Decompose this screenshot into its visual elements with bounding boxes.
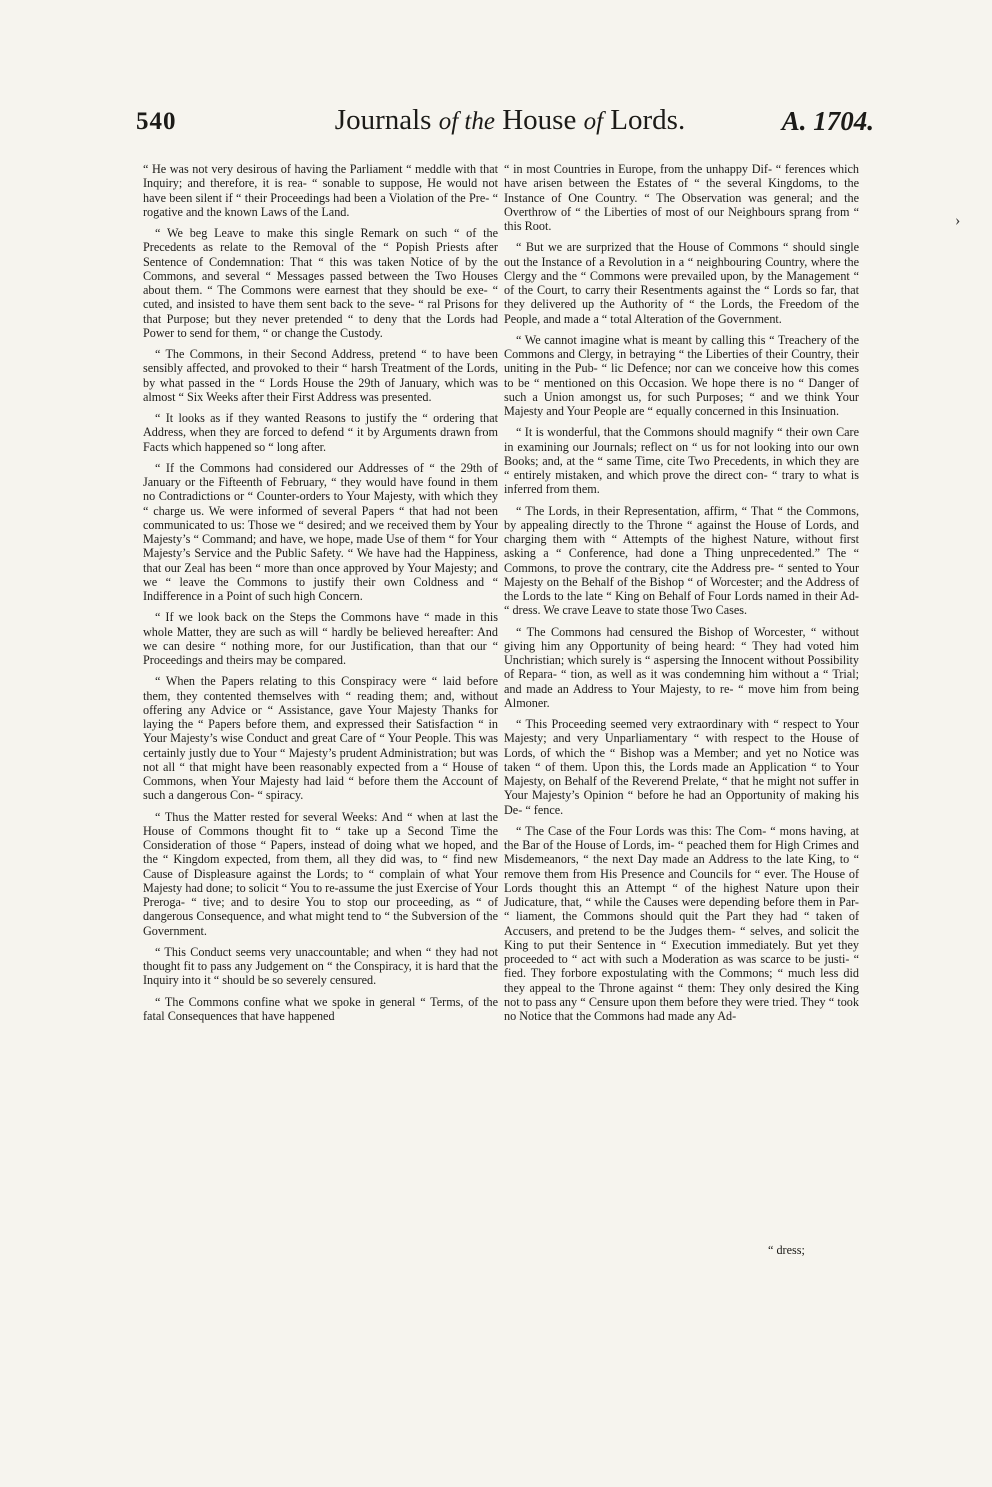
left-paragraph-2: “ We beg Leave to make this single Remark on such “ of the Precedents as relate to the Removal of the “ Popish Priests after Sentence of Condemnation: That “ this was taken Notice of by the Commons, and several “ Messages passed between the Two Houses about them. “ The Commons were earnest that they should be exe- “ cuted, and insisted to have them sent back to the seve- “ ral Prisons for that Purpose; but they never pretended “ to deny that the Lords had Power to send for them, “ or change the Custody. bbox=[143, 226, 498, 340]
title-house: House bbox=[502, 104, 577, 136]
page-number: 540 bbox=[136, 108, 177, 135]
right-paragraph-6: “ The Commons had censured the Bishop of Worcester, “ without giving him any Opportunity of being heard: “ They had voted him Unchristian; which surely is “ aspersing the Innocent without Possibility of Repara- “ tion, as well as it was condemning him without a “ Trial; and made an Address to Your Majesty, to re- “ move him from being Almoner. bbox=[504, 624, 859, 710]
title-journals: Journals bbox=[334, 104, 432, 136]
right-paragraph-4: “ It is wonderful, that the Commons should magnify “ their own Care in examining our Journals; reflect on “ us for not looking into our own Books; and, at the “ same Time, cite Two Precedents, in which they are “ entirely mistaken, and which prove the direct con- “ trary to what is inferred from them. bbox=[504, 425, 859, 497]
page-header bbox=[0, 100, 992, 150]
right-column bbox=[504, 162, 859, 1030]
catchword: “ dress; bbox=[768, 1243, 805, 1257]
right-paragraph-2: “ But we are surprized that the House of Commons “ should single out the Instance of a Revolution in a “ neighbouring Country, where the Clergy and the “ Commons were prevailed upon, by the Management “ of the Court, to carry their Resentments against the “ Lords so far, that they delivered up the Authority of “ the Lords, the Freedom of the People, and made a “ total Alteration of the Government. bbox=[504, 240, 859, 326]
right-paragraph-5: “ The Lords, in their Representation, affirm, “ That “ the Commons, by appealing directly to the Throne “ against the House of Lords, and charging them with “ Attempts of the highest Nature, without first asking a “ Conference, had done a Thing unprecedented.” The “ Commons, to prove the contrary, cite the Address pre- “ sented to Your Majesty on the Behalf of the Bishop “ of Worcester; and the Address of the Lords to the late “ King on Behalf of Four Lords named in their Ad- “ dress. We crave Leave to state those Two Cases. bbox=[504, 503, 859, 618]
title-of-the: of the bbox=[438, 108, 495, 135]
right-paragraph-1: “ in most Countries in Europe, from the unhappy Dif- “ ferences which have arisen between the Estates of “ the several Kingdoms, to the Instance of One Country. “ The Observation was general; and the Overthrow of “ the Liberties of most of our Neighbours sprang from “ this Root. bbox=[504, 162, 859, 233]
right-paragraph-8: “ The Case of the Four Lords was this: The Com- “ mons having, at the Bar of the House of Lords, im- “ peached them for High Crimes and Misdemeanors, “ the next Day made an Address to the late King, to “ remove them from His Presence and Councils for “ ever. The House of Lords thought this an Attempt “ of the highest Nature upon their Judicature, that, “ while the Causes were depending before them in Par- “ liament, the Commons should quit the Part they had “ taken of Accusers, and pretend to be the Judges them- “ selves, and solicit the King to put their Sentence in “ Execution immediately. But yet they proceeded to “ act with such a Moderation as was scarce to be justi- “ fied. They forbore expostulating with the Commons; “ much less did they appeal to the Throne against “ them: They only desired the King not to pass any “ Censure upon them before they were tried. They “ took no Notice that the Commons had made any Ad- bbox=[504, 823, 859, 1023]
title-of: of bbox=[583, 108, 604, 135]
running-title bbox=[330, 104, 690, 137]
left-paragraph-8: “ Thus the Matter rested for several Weeks: And “ when at last the House of Commons thought fit to “ take up a Second Time the Consideration of those “ Papers, instead of doing what we hoped, and the “ Kingdom expected, from them, all they did was, to “ find new Cause of Displeasure against the Lords; to “ complain of what Your Majesty had done; to solicit “ You to re-assume the just Exercise of Your Preroga- “ tive; and to desire You to stop our proceeding, as “ of dangerous Consequence, and what might tend to “ the Subversion of the Government. bbox=[143, 809, 498, 938]
left-paragraph-1: “ He was not very desirous of having the Parliament “ meddle with that Inquiry; and therefore, it is rea- “ sonable to suppose, He would not have been silent if “ their Proceedings had been a Violation of the Pre- “ rogative and the known Laws of the Land. bbox=[143, 162, 498, 219]
left-column bbox=[143, 162, 498, 1030]
left-paragraph-10: “ The Commons confine what we spoke in general “ Terms, of the fatal Consequences that have happened bbox=[143, 994, 498, 1023]
left-paragraph-3: “ The Commons, in their Second Address, pretend “ to have been sensibly affected, and provoked to their “ harsh Treatment of the Lords, by what passed in the “ Lords House the 29th of January, which was almost “ Six Weeks after their First Address was presented. bbox=[143, 347, 498, 404]
left-paragraph-9: “ This Conduct seems very unaccountable; and when “ they had not thought fit to pass any Judgement on “ the Conspiracy, it is hard that the Inquiry into it “ should be so severely censured. bbox=[143, 944, 498, 988]
title-lords: Lords. bbox=[610, 104, 686, 136]
left-paragraph-5: “ If the Commons had considered our Addresses of “ the 29th of January or the Fifteenth of February, “ they would have found in them no Contradictions or “ Counter-orders to Your Majesty, with which they “ charge us. We were informed of several Papers “ that had not been communicated to us: Those we “ desired; and we received them by Your Majesty’s “ Command; and have, we hope, made Use of them “ for Your Majesty’s Service and the Public Safety. “ We have had the Happiness, that our Zeal has been “ more than once approved by Your Majesty; and we “ leave the Commons to justify their own Coldness and “ Indifference in a Point of such high Concern. bbox=[143, 460, 498, 603]
year-heading: A. 1704. bbox=[781, 106, 874, 136]
left-paragraph-7: “ When the Papers relating to this Conspiracy were “ laid before them, they contented themselves with “ reading them; and, without offering any Advice or “ Assistance, gave Your Majesty Thanks for laying the “ Papers before them, and expressed their Satisfaction “ in Your Majesty’s wise Conduct and great Care of “ Your People. This was certainly justly due to Your “ Majesty’s prudent Administration; but was not all “ that might have been reasonably expected from a “ House of Commons, when Your Majesty had laid “ before them the Account of such a dangerous Con- “ spiracy. bbox=[143, 674, 498, 803]
left-paragraph-4: “ It looks as if they wanted Reasons to justify the “ ordering that Address, when they are forced to defend “ it by Arguments drawn from Facts which happened so “ long after. bbox=[143, 411, 498, 454]
left-paragraph-6: “ If we look back on the Steps the Commons have “ made in this whole Matter, they are such as will “ hardly be believed hereafter: And we can desire “ nothing more, for our Justification, than that our “ Proceedings and theirs may be compared. bbox=[143, 610, 498, 667]
margin-ink-mark: › bbox=[955, 212, 961, 229]
right-paragraph-3: “ We cannot imagine what is meant by calling this “ Treachery of the Commons and Clergy, in betraying “ the Liberties of their Country, their uniting in the Pub- “ lic Defence; nor can we conceive how this comes to be “ mentioned on this Occasion. We hope there is no “ Danger of such a Union amongst us, for such Purposes; “ and we think Your Majesty and Your People are “ equally concerned in this Insinuation. bbox=[504, 332, 859, 418]
right-paragraph-7: “ This Proceeding seemed very extraordinary with “ respect to Your Majesty; and very Unparliamentary “ with respect to the House of Lords, of which the “ Bishop was a Member; and yet no Notice was taken “ of them. Upon this, the Lords made an Application “ to Your Majesty, on Behalf of the Reverend Prelate, “ that he might not suffer in Your Majesty’s Opinion “ before he had an Opportunity of making his De- “ fence. bbox=[504, 717, 859, 817]
